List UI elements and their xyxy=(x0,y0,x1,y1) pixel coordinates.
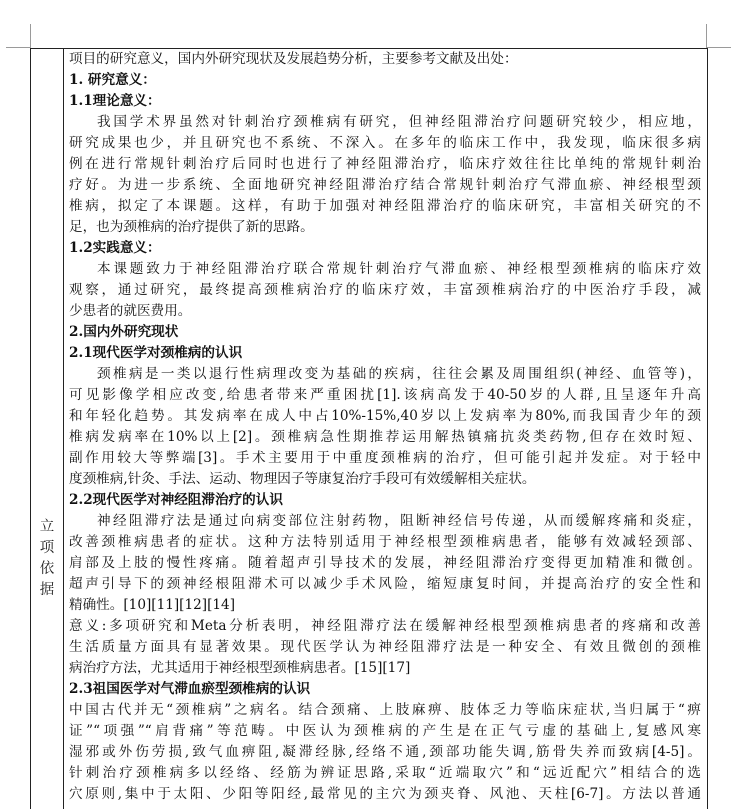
section-heading: 2.3祖国医学对气滞血瘀型颈椎病的认识 xyxy=(69,681,311,697)
text-line: 生活质量方面具有显著效果。现代医学认为神经阻滞疗法是一种安全、有效且微创的颈椎 xyxy=(69,639,701,655)
text-line: 和年轻化趋势。其发病率在成人中占10%-15%,40岁以上发病率为80%,而我国青少年的颈 xyxy=(69,408,701,424)
section-heading: 1.1理论意义： xyxy=(69,93,161,109)
side-label xyxy=(31,517,63,601)
text-line: 可见影像学相应改变,给患者带来严重困扰[1].该病高发于40-50岁的人群,且呈逐年升高 xyxy=(69,387,701,403)
section-heading: 1. 研究意义： xyxy=(69,72,156,88)
text-line: 精确性。[10][11][12][14] xyxy=(69,597,235,613)
text-line: 湿邪或外伤劳损,致气血痹阻,凝滞经脉,经络不通,颈部功能失调,筋骨失养而致病[4-5]。 xyxy=(69,744,701,760)
text-line: 副作用较大等弊端[3]。手术主要用于中重度颈椎病的治疗，但可能引起并发症。对于轻中 xyxy=(69,450,701,466)
content-cell xyxy=(69,49,701,805)
text-line: 证”“项强”“肩背痛”等范畴。中医认为颈椎病的产生是在正气亏虚的基础上,复感风寒 xyxy=(69,723,701,739)
text-line: 我国学术界虽然对针刺治疗颈椎病有研究，但神经阻滞治疗问题研究较少，相应地， xyxy=(97,114,701,130)
text-line: 椎病发病率在10%以上[2]。颈椎病急性期推荐运用解热镇痛抗炎类药物,但存在效时短、 xyxy=(69,429,701,445)
crop-mark-left-vertical xyxy=(30,24,31,48)
side-label-char: 项 xyxy=(39,540,55,556)
crop-mark-left-horizontal xyxy=(6,47,30,48)
text-line: 研究成果也少，并且研究也不系统、不深入。在多年的临床工作中，我发现，临床很多病 xyxy=(69,135,701,151)
text-line: 本课题致力于神经阻滞治疗联合常规针刺治疗气滞血瘀、神经根型颈椎病的临床疗效 xyxy=(97,261,701,277)
side-label-char: 依 xyxy=(39,561,55,577)
text-line: 神经阻滞疗法是通过向病变部位注射药物，阻断神经信号传递，从而缓解疼痛和炎症， xyxy=(97,513,701,529)
text-line: 足，也为颈椎病的治疗提供了新的思路。 xyxy=(69,219,314,235)
text-line: 肩部及上肢的慢性疼痛。随着超声引导技术的发展，神经阻滞治疗变得更加精准和微创。 xyxy=(69,555,701,571)
text-line: 穴原则,集中于太阳、少阳等阳经,最常见的主穴为颈夹脊、风池、天柱[6-7]。方法以普通 xyxy=(69,786,701,802)
section-heading: 1.2实践意义： xyxy=(69,240,161,256)
section-heading: 2.1现代医学对颈椎病的认识 xyxy=(69,345,243,361)
text-line: 项目的研究意义，国内外研究现状及发展趋势分析，主要参考文献及出处： xyxy=(69,51,518,67)
crop-mark-right-vertical xyxy=(706,24,707,48)
crop-mark-right-horizontal xyxy=(707,47,731,48)
text-line: 例在进行常规针刺治疗后同时也进行了神经阻滞治疗，临床疗效往往比单纯的常规针刺治 xyxy=(69,156,701,172)
text-line: 针刺治疗颈椎病多以经络、经筋为辨证思路,采取“近端取穴”和“远近配穴”相结合的选 xyxy=(69,765,701,781)
text-line: 疗好。为进一步系统、全面地研究神经阻滞治疗结合常规针刺治疗气滞血瘀、神经根型颈 xyxy=(69,177,701,193)
side-label-char: 据 xyxy=(39,582,55,598)
text-line: 度颈椎病,针灸、手法、运动、物理因子等康复治疗手段可有效缓解相关症状。 xyxy=(69,471,536,487)
text-line: 改善颈椎病患者的症状。这种方法特别适用于神经根型颈椎病患者，能够有效减轻颈部、 xyxy=(69,534,701,550)
side-label-cell xyxy=(31,49,64,809)
section-heading: 2.2现代医学对神经阻滞治疗的认识 xyxy=(69,492,283,508)
text-line: 颈椎病是一类以退行性病理改变为基础的疾病，往往会累及周围组织(神经、血管等)， xyxy=(97,366,701,382)
text-line: 椎病，拟定了本课题。这样，有助于加强对神经阻滞治疗的临床研究，丰富相关研究的不 xyxy=(69,198,701,214)
text-line: 少患者的就医费用。 xyxy=(69,303,192,319)
side-label-char: 立 xyxy=(39,519,55,535)
text-line: 病治疗方法，尤其适用于神经根型颈椎病患者。[15][17] xyxy=(69,660,411,676)
text-line: 中国古代并无“颈椎病”之病名。结合颈痛、上肢麻痹、肢体乏力等临床症状,当归属于“痹 xyxy=(69,702,701,718)
text-line: 观察，通过研究，最终提高颈椎病治疗的临床疗效，丰富颈椎病治疗的中医治疗手段，减 xyxy=(69,282,701,298)
section-heading: 2.国内外研究现状 xyxy=(69,324,179,340)
text-line: 超声引导下的颈神经根阻滞术可以减少手术风险，缩短康复时间，并提高治疗的安全性和 xyxy=(69,576,701,592)
text-line: 意义:多项研究和Meta分析表明，神经阻滞疗法在缓解神经根型颈椎病患者的疼痛和改善 xyxy=(69,618,701,634)
document-table xyxy=(30,48,708,809)
